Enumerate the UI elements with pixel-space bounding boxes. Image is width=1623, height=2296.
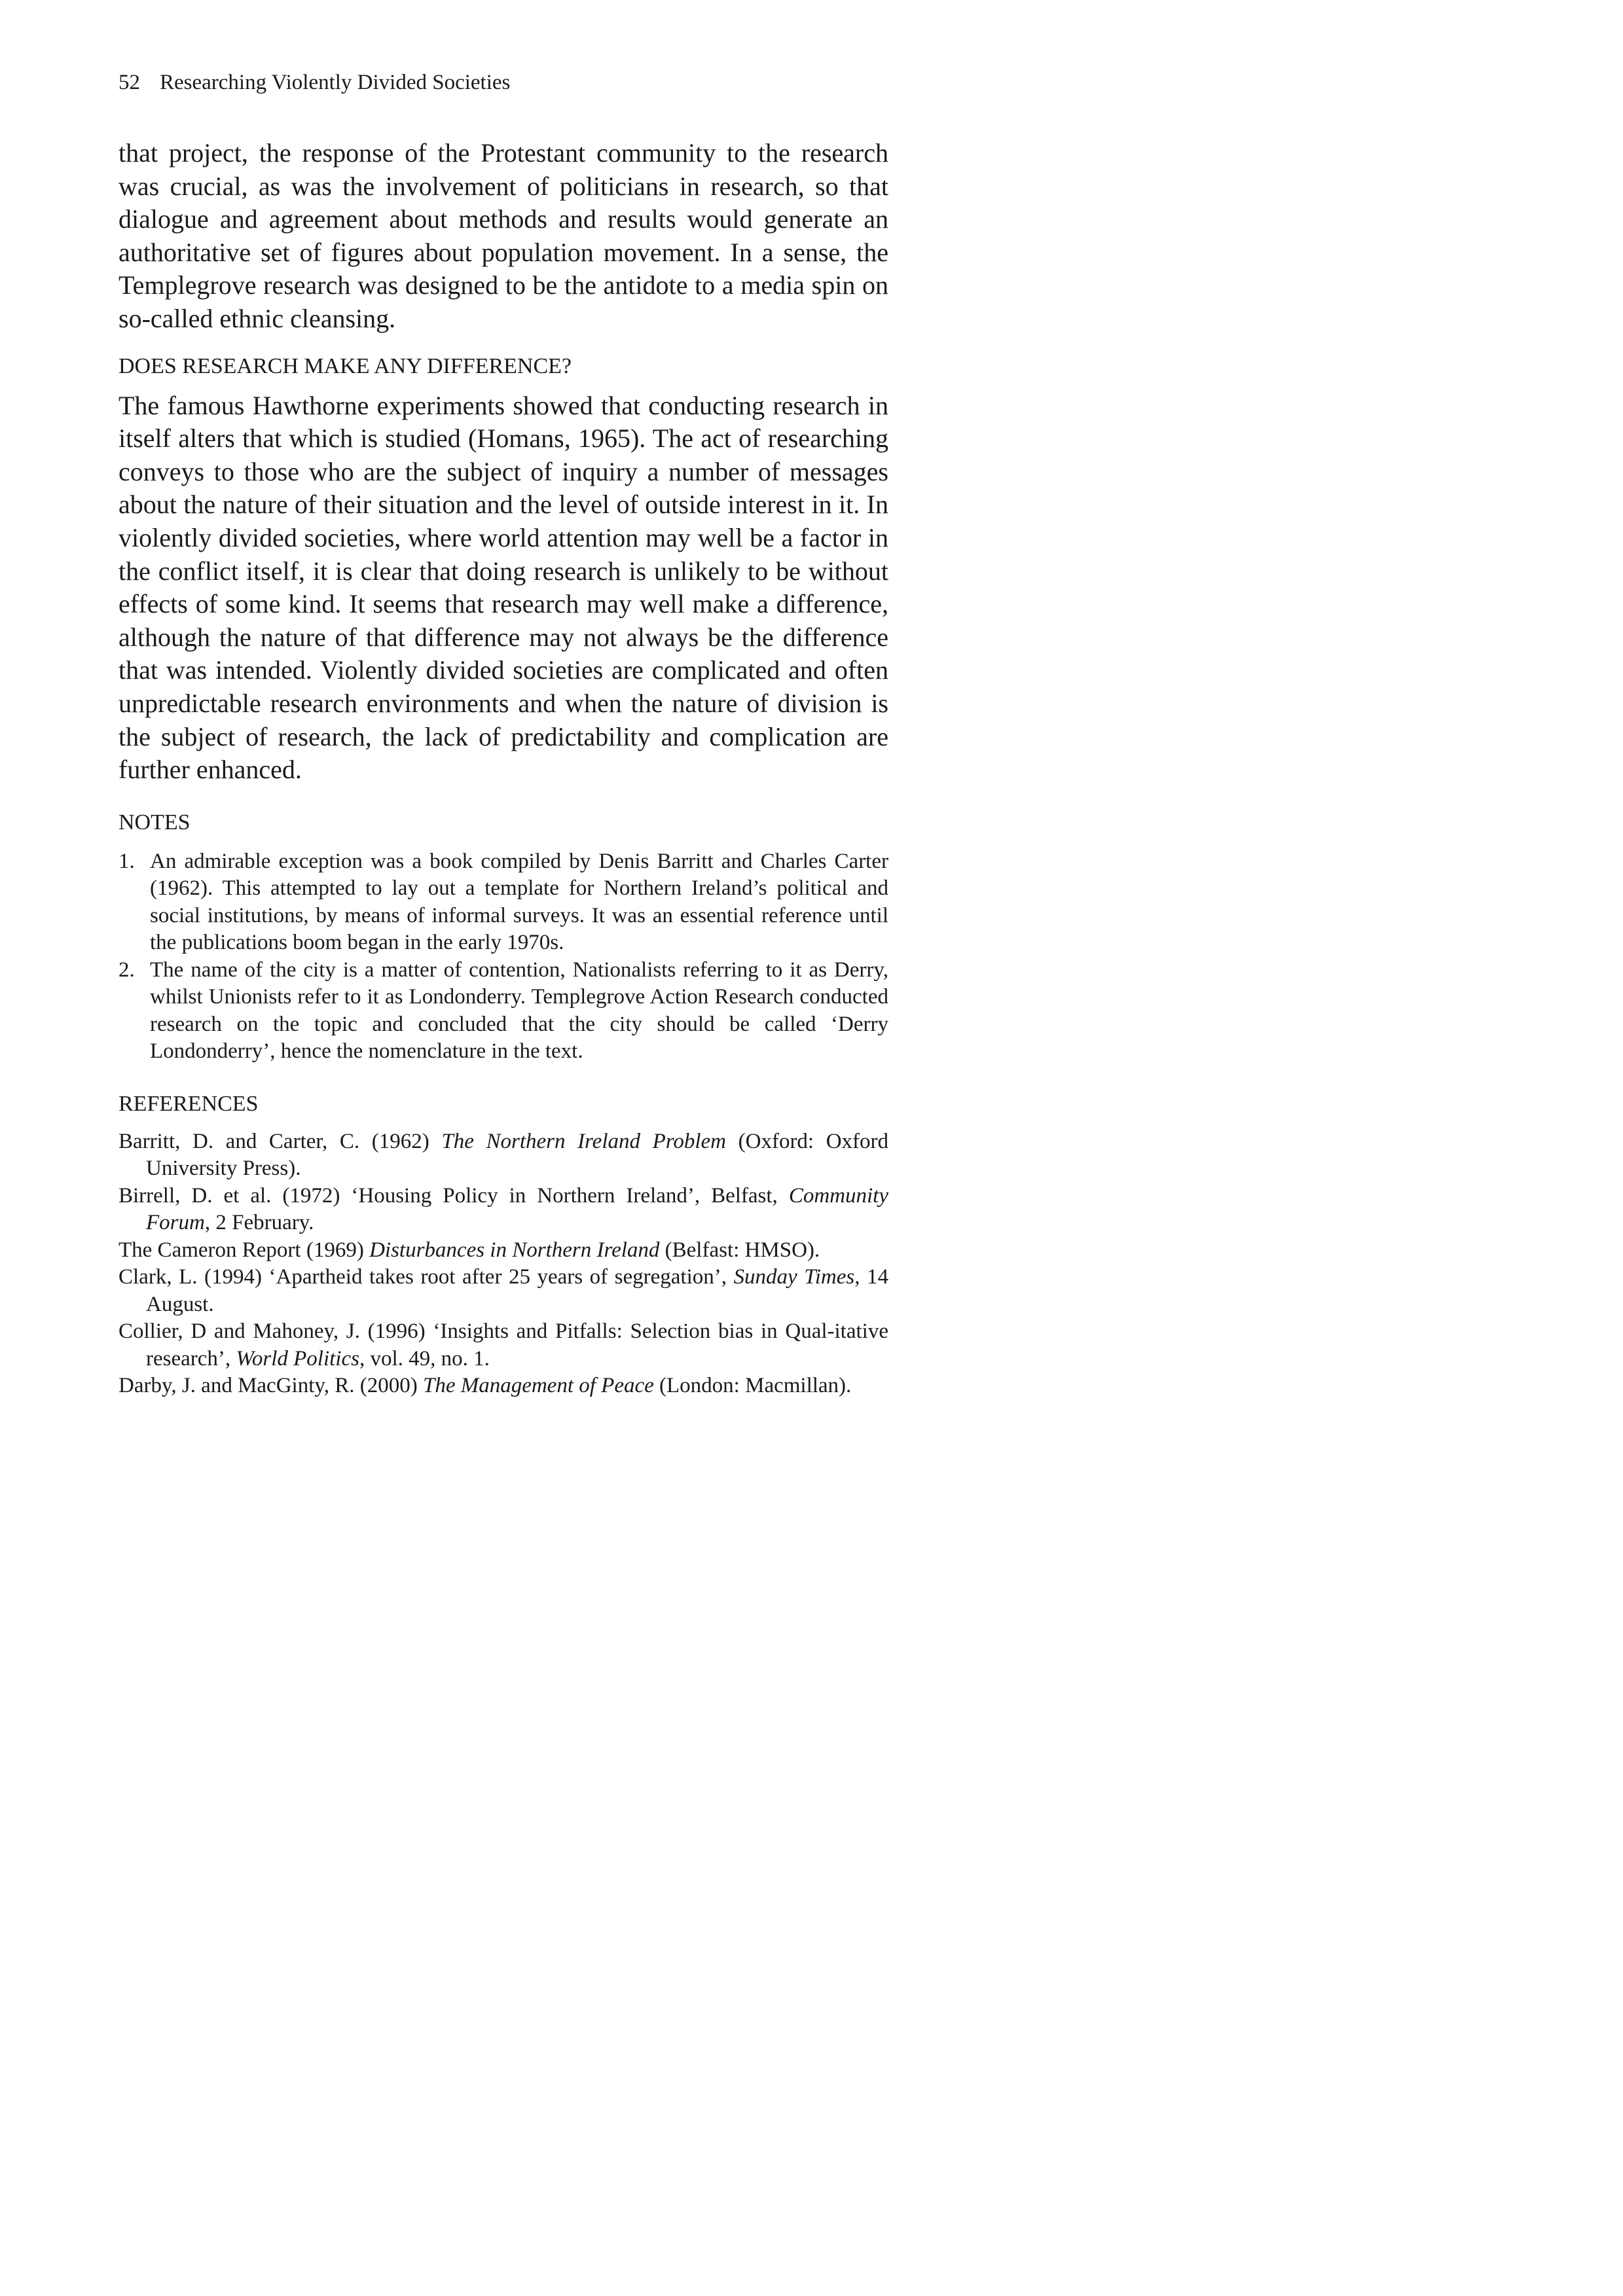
reference-text: Clark, L. (1994) ‘Apartheid takes root after 25 years of segregation’, bbox=[119, 1265, 734, 1289]
note-item bbox=[119, 957, 888, 1066]
reference-text: Collier, D and Mahoney, J. (1996) ‘Insights and Pitfalls: Selection bias in Qual-itative research’, bbox=[119, 1319, 888, 1371]
reference-text: , 2 February. bbox=[204, 1211, 314, 1235]
reference-title: The Northern Ireland Problem bbox=[441, 1129, 727, 1153]
reference-entry bbox=[119, 1264, 888, 1318]
reference-title: World Politics bbox=[236, 1346, 359, 1371]
references-heading: REFERENCES bbox=[119, 1091, 259, 1116]
reference-text: Barritt, D. and Carter, C. (1962) bbox=[119, 1129, 442, 1153]
note-text: The name of the city is a matter of contention, Nationalists referring to it as Derry, whilst Unionists refer to it as Londonderry. Templegrove Action Research conducted research on the topic and concluded that the city should be called ‘Derry Londonderry’, hence the nomenclature in the text. bbox=[150, 958, 888, 1064]
note-item bbox=[119, 848, 888, 957]
reference-text: (London: Macmillan). bbox=[653, 1374, 852, 1398]
reference-text: (Belfast: HMSO). bbox=[659, 1238, 820, 1262]
page-content bbox=[119, 137, 888, 1400]
reference-title: Disturbances in Northern Ireland bbox=[369, 1238, 660, 1262]
reference-title: The Management of Peace bbox=[422, 1374, 654, 1398]
reference-entry bbox=[119, 1372, 888, 1400]
reference-text: The Cameron Report (1969) bbox=[119, 1238, 370, 1262]
reference-entry bbox=[119, 1318, 888, 1372]
body-paragraph: The famous Hawthorne experiments showed that conducting research in itself alters that which is studied (Homans, 1965). The act of researching conveys to those who are the subject of inquiry a number of messages about the nature of their situation and the level of outside interest in it. In violently divided societies, where world attention may well be a factor in the conflict itself, it is clear that doing research is unlikely to be without effects of some kind. It seems that research may well make a difference, although the nature of that difference may not always be the difference that was intended. Violently divided societies are complicated and often unpredictable research environments and when the nature of division is the subject of research, the lack of predictability and complication are further enhanced. bbox=[119, 390, 888, 785]
reference-text: , vol. 49, no. 1. bbox=[359, 1346, 490, 1371]
reference-entry bbox=[119, 1128, 888, 1183]
reference-text: , 14 August. bbox=[146, 1265, 889, 1316]
notes-list bbox=[119, 848, 888, 1066]
note-number: 1. bbox=[119, 849, 135, 873]
reference-text: (Oxford: Oxford University Press). bbox=[146, 1129, 889, 1181]
body-paragraph: that project, the response of the Protestant community to the research was crucial, as was the involvement of politicians in research, so that dialogue and agreement about methods and results would generate an authoritative set of figures about population movement. In a sense, the Templegrove research was designed to be the antidote to a media spin on so-called ethnic cleansing. bbox=[119, 138, 888, 333]
note-number: 2. bbox=[119, 958, 135, 982]
references-list bbox=[119, 1128, 888, 1400]
reference-text: Birrell, D. et al. (1972) ‘Housing Policy in Northern Ireland’, Belfast, bbox=[119, 1183, 789, 1208]
notes-heading: NOTES bbox=[119, 810, 191, 834]
page-number: 52 bbox=[119, 71, 140, 94]
reference-text: Darby, J. and MacGinty, R. (2000) bbox=[119, 1374, 423, 1398]
running-head-title: Researching Violently Divided Societies bbox=[160, 71, 511, 94]
note-text: An admirable exception was a book compiled by Denis Barritt and Charles Carter (1962). This attempted to lay out a template for Northern Ireland’s political and social institutions, by means of informal surveys. It was an essential reference until the publications boom began in the early 1970s. bbox=[150, 849, 888, 955]
reference-entry bbox=[119, 1183, 888, 1237]
running-head bbox=[119, 69, 510, 96]
reference-title: Sunday Times bbox=[733, 1265, 855, 1289]
reference-entry bbox=[119, 1237, 888, 1265]
reference-title: Community Forum bbox=[146, 1183, 888, 1235]
section-heading: DOES RESEARCH MAKE ANY DIFFERENCE? bbox=[119, 353, 572, 378]
